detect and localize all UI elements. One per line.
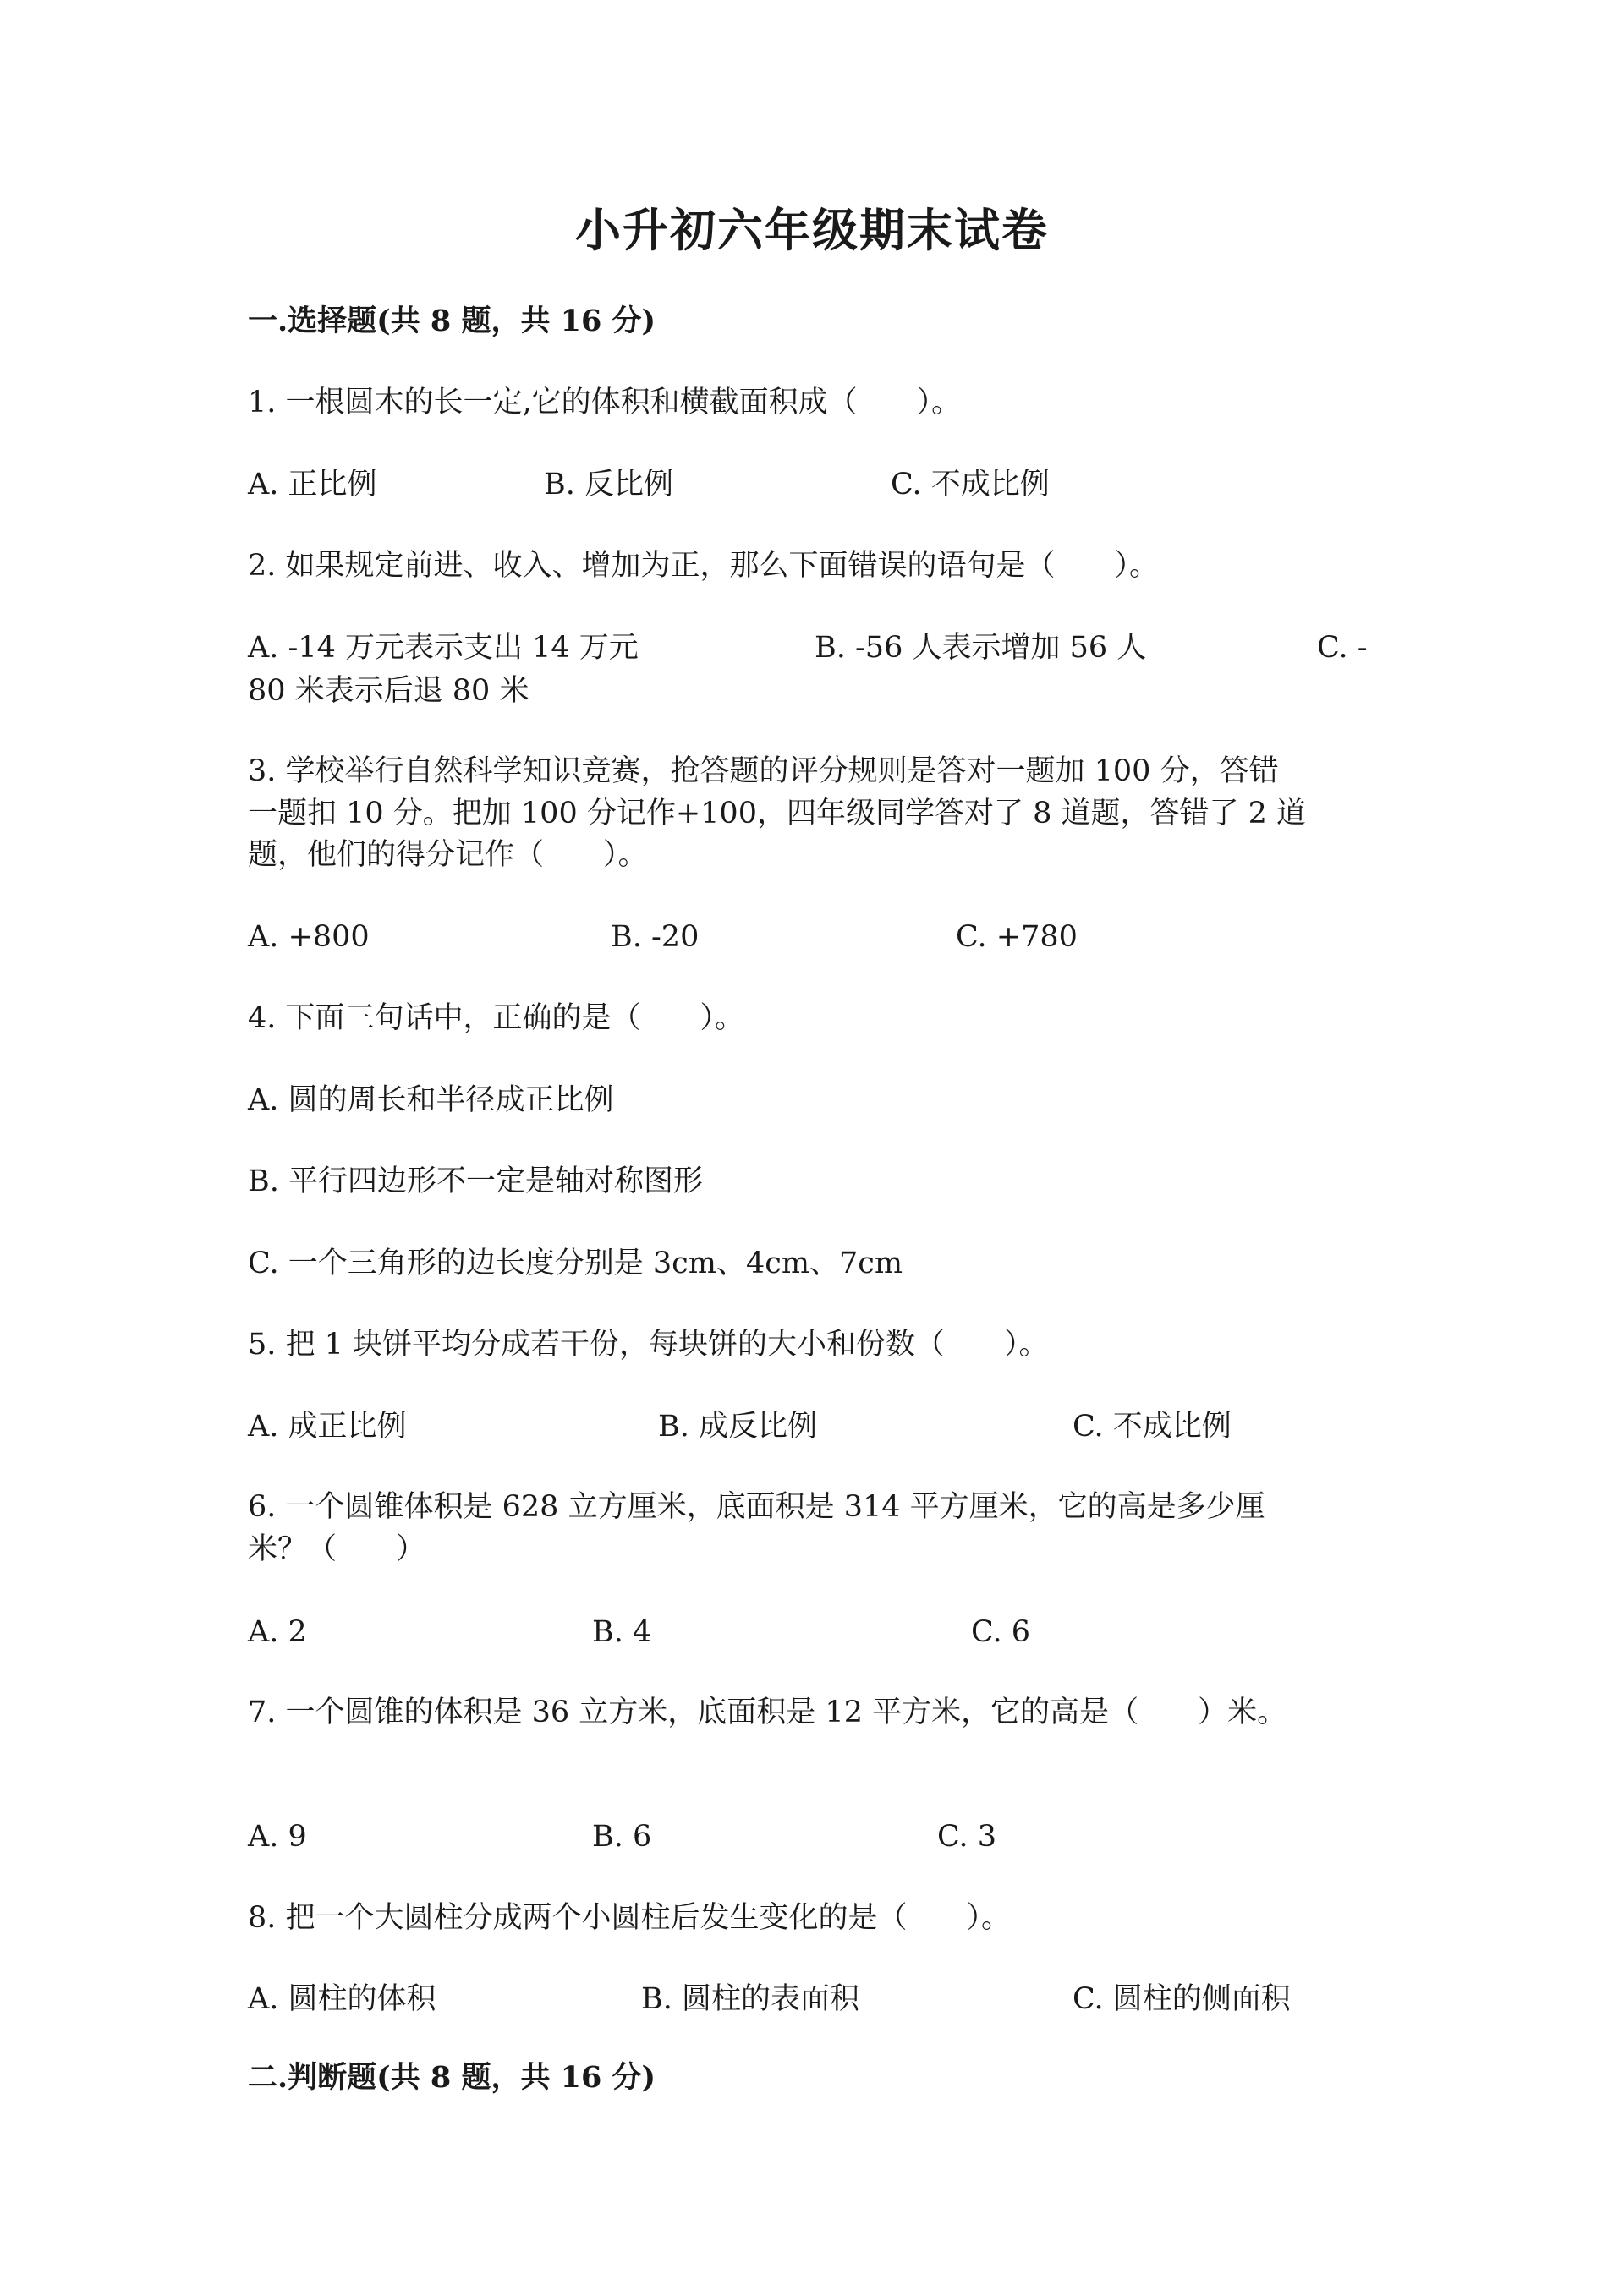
question-5-option-a: A. 成正比例 — [248, 1410, 407, 1444]
question-5-option-c: C. 不成比例 — [1073, 1410, 1232, 1444]
question-3-stem-line-1: 3. 学校举行自然科学知识竞赛，抢答题的评分规则是答对一题加 100 分，答错 — [248, 754, 1279, 788]
question-3-option-a: A. +800 — [248, 920, 370, 954]
question-3-stem-line-3: 题，他们的得分记作（ ）。 — [248, 838, 648, 872]
question-3-option-c: C. +780 — [956, 920, 1078, 954]
question-3-stem-line-2: 一题扣 10 分。把加 100 分记作+100，四年级同学答对了 8 道题，答错了 2 道 — [248, 797, 1307, 830]
question-4-option-c: C. 一个三角形的边长度分别是 3cm、4cm、7cm — [248, 1247, 903, 1280]
question-4-option-b: B. 平行四边形不一定是轴对称图形 — [248, 1164, 703, 1198]
question-6-option-a: A. 2 — [248, 1615, 307, 1649]
question-1-option-c: C. 不成比例 — [891, 468, 1050, 501]
question-8-option-a: A. 圆柱的体积 — [248, 1982, 436, 2016]
question-8-stem: 8. 把一个大圆柱分成两个小圆柱后发生变化的是（ ）。 — [248, 1901, 1012, 1935]
question-8-option-b: B. 圆柱的表面积 — [641, 1982, 859, 2016]
question-7-stem: 7. 一个圆锥的体积是 36 立方米，底面积是 12 平方米，它的高是（ ）米。 — [248, 1696, 1287, 1729]
question-2-stem: 2. 如果规定前进、收入、增加为正，那么下面错误的语句是（ ）。 — [248, 549, 1160, 583]
question-8-option-c: C. 圆柱的侧面积 — [1073, 1982, 1291, 2016]
question-2-option-c-continued: 80 米表示后退 80 米 — [248, 674, 529, 708]
question-6-option-c: C. 6 — [971, 1615, 1031, 1649]
section-heading-true-false: 二.判断题(共 8 题，共 16 分) — [248, 2060, 656, 2095]
question-1-stem: 1. 一根圆木的长一定,它的体积和横截面积成（ ）。 — [248, 386, 962, 419]
question-6-option-b: B. 4 — [592, 1615, 652, 1649]
question-2-option-c: C. - — [1317, 631, 1368, 665]
question-3-option-b: B. -20 — [611, 920, 700, 954]
question-7-option-a: A. 9 — [248, 1820, 307, 1854]
section-heading-choice: 一.选择题(共 8 题，共 16 分) — [248, 304, 656, 338]
page-title: 小升初六年级期末试卷 — [575, 203, 1049, 257]
question-2-option-a: A. -14 万元表示支出 14 万元 — [248, 631, 639, 665]
question-4-stem: 4. 下面三句话中，正确的是（ ）。 — [248, 1001, 745, 1035]
question-7-option-b: B. 6 — [592, 1820, 652, 1854]
question-4-option-a: A. 圆的周长和半径成正比例 — [248, 1083, 614, 1117]
question-1-option-b: B. 反比例 — [544, 468, 673, 501]
question-1-option-a: A. 正比例 — [248, 468, 377, 501]
question-6-stem-line-2: 米？（ ） — [248, 1532, 426, 1566]
question-5-stem: 5. 把 1 块饼平均分成若干份，每块饼的大小和份数（ ）。 — [248, 1328, 1049, 1362]
question-7-option-c: C. 3 — [937, 1820, 997, 1854]
question-5-option-b: B. 成反比例 — [658, 1410, 817, 1444]
question-2-option-b: B. -56 人表示增加 56 人 — [815, 631, 1147, 665]
question-6-stem-line-1: 6. 一个圆锥体积是 628 立方厘米，底面积是 314 平方厘米，它的高是多少厘 — [248, 1490, 1265, 1524]
